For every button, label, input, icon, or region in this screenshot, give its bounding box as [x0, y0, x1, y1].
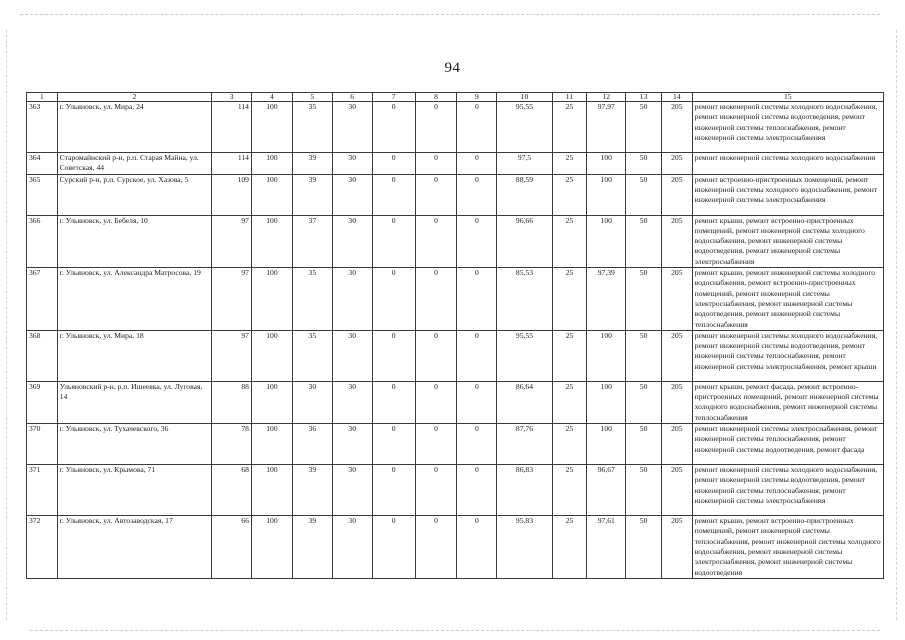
value-cell: 100	[251, 215, 292, 267]
value-cell: 50	[626, 102, 662, 153]
value-cell: 0	[415, 268, 457, 331]
value-cell: 0	[457, 174, 497, 215]
column-header: 11	[552, 93, 587, 102]
table-row	[27, 215, 884, 267]
column-header: 1	[27, 93, 58, 102]
value-cell: 30	[332, 153, 372, 175]
value-cell: 100	[587, 153, 626, 175]
value-cell: 100	[587, 174, 626, 215]
value-cell: 30	[332, 424, 372, 465]
row-number: 370	[27, 424, 58, 465]
row-number: 366	[27, 215, 58, 267]
value-cell: 0	[372, 153, 415, 175]
value-cell: 0	[415, 174, 457, 215]
works-cell: ремонт крыши, ремонт встроенно-пристроенных помещений, ремонт инженерной системы холодного водоснабжения, ремонт инженерной системы водоотведения, ремонт инженерной системы электроснабжения	[692, 215, 883, 267]
value-cell: 100	[251, 330, 292, 381]
value-cell: 30	[292, 381, 332, 423]
value-cell: 50	[626, 215, 662, 267]
value-cell: 30	[332, 330, 372, 381]
value-cell: 100	[251, 424, 292, 465]
value-cell: 100	[587, 381, 626, 423]
value-cell: 25	[552, 381, 587, 423]
value-cell: 0	[415, 424, 457, 465]
value-cell: 30	[332, 465, 372, 516]
value-cell: 25	[552, 516, 587, 579]
value-cell: 39	[292, 174, 332, 215]
value-cell: 87,76	[497, 424, 552, 465]
value-cell: 109	[212, 174, 252, 215]
value-cell: 0	[372, 381, 415, 423]
value-cell: 97	[212, 330, 252, 381]
value-cell: 85,53	[497, 268, 552, 331]
value-cell: 100	[251, 153, 292, 175]
value-cell: 100	[251, 516, 292, 579]
column-header: 13	[626, 93, 662, 102]
value-cell: 97,61	[587, 516, 626, 579]
value-cell: 100	[587, 424, 626, 465]
value-cell: 0	[415, 330, 457, 381]
value-cell: 0	[457, 330, 497, 381]
works-cell: ремонт встроенно-пристроенных помещений, ремонт инженерной системы холодного водоснабжения, ремонт инженерной системы электроснабжения	[692, 174, 883, 215]
value-cell: 95,83	[497, 516, 552, 579]
value-cell: 100	[251, 102, 292, 153]
scan-edge-bottom	[30, 630, 880, 631]
value-cell: 50	[626, 174, 662, 215]
value-cell: 50	[626, 465, 662, 516]
value-cell: 95,55	[497, 102, 552, 153]
value-cell: 100	[587, 215, 626, 267]
works-cell: ремонт инженерной системы холодного водоснабжения, ремонт инженерной системы водоотведения, ремонт инженерной системы теплоснабжения, ремонт инженерной системы электроснабжения, ремонт крыши	[692, 330, 883, 381]
value-cell: 25	[552, 424, 587, 465]
address-cell: г. Ульяновск, ул. Мира, 24	[57, 102, 211, 153]
value-cell: 0	[415, 215, 457, 267]
table-body	[27, 102, 884, 579]
value-cell: 35	[292, 330, 332, 381]
table-row	[27, 174, 884, 215]
value-cell: 100	[251, 268, 292, 331]
value-cell: 0	[415, 516, 457, 579]
value-cell: 50	[626, 153, 662, 175]
value-cell: 0	[457, 424, 497, 465]
value-cell: 0	[457, 381, 497, 423]
value-cell: 0	[415, 465, 457, 516]
value-cell: 35	[292, 102, 332, 153]
table-row	[27, 102, 884, 153]
column-header: 14	[661, 93, 692, 102]
works-cell: ремонт крыши, ремонт фасада, ремонт встроенно-пристроенных помещений, ремонт инженерной системы холодного водоснабжения, ремонт инженерной системы теплоснабжения	[692, 381, 883, 423]
value-cell: 0	[372, 424, 415, 465]
address-cell: Ульяновский р-н, р.п. Ишеевка, ул. Луговая, 14	[57, 381, 211, 423]
works-cell: ремонт инженерной системы холодного водоснабжения	[692, 153, 883, 175]
address-cell: г. Ульяновск, ул. Крымова, 71	[57, 465, 211, 516]
column-header: 7	[372, 93, 415, 102]
value-cell: 97,97	[587, 102, 626, 153]
register-table	[26, 92, 884, 579]
value-cell: 0	[415, 381, 457, 423]
value-cell: 39	[292, 465, 332, 516]
column-header: 15	[692, 93, 883, 102]
address-cell: Сурский р-н, р.п. Сурское, ул. Хазова, 5	[57, 174, 211, 215]
value-cell: 95,55	[497, 330, 552, 381]
works-cell: ремонт крыши, ремонт инженерной системы холодного водоснабжения, ремонт встроенно-пристроенных помещений, ремонт инженерной системы электроснабжения, ремонт инженерной системы водоотведения, ремонт инженерной системы теплоснабжения	[692, 268, 883, 331]
value-cell: 114	[212, 102, 252, 153]
table-row	[27, 516, 884, 579]
value-cell: 25	[552, 174, 587, 215]
value-cell: 37	[292, 215, 332, 267]
value-cell: 25	[552, 153, 587, 175]
value-cell: 30	[332, 174, 372, 215]
address-cell: г. Ульяновск, ул. Автозаводская, 17	[57, 516, 211, 579]
table-row	[27, 465, 884, 516]
value-cell: 0	[457, 516, 497, 579]
value-cell: 205	[661, 465, 692, 516]
column-header: 4	[251, 93, 292, 102]
value-cell: 50	[626, 424, 662, 465]
value-cell: 100	[251, 465, 292, 516]
value-cell: 86,64	[497, 381, 552, 423]
value-cell: 0	[415, 153, 457, 175]
value-cell: 50	[626, 516, 662, 579]
value-cell: 100	[251, 381, 292, 423]
value-cell: 205	[661, 330, 692, 381]
value-cell: 30	[332, 268, 372, 331]
column-number-row	[27, 93, 884, 102]
value-cell: 25	[552, 465, 587, 516]
value-cell: 88	[212, 381, 252, 423]
value-cell: 0	[372, 465, 415, 516]
address-cell: г. Ульяновск, ул. Мира, 18	[57, 330, 211, 381]
address-cell: Старомайнский р-н, р.п. Старая Майна, ул. Советская, 44	[57, 153, 211, 175]
address-cell: г. Ульяновск, ул. Александра Матросова, 19	[57, 268, 211, 331]
table-row	[27, 424, 884, 465]
value-cell: 86,83	[497, 465, 552, 516]
value-cell: 97	[212, 215, 252, 267]
value-cell: 68	[212, 465, 252, 516]
value-cell: 30	[332, 381, 372, 423]
column-header: 9	[457, 93, 497, 102]
value-cell: 78	[212, 424, 252, 465]
page-number: 94	[444, 60, 461, 76]
value-cell: 205	[661, 516, 692, 579]
value-cell: 25	[552, 215, 587, 267]
table-header	[27, 93, 884, 102]
value-cell: 0	[372, 102, 415, 153]
table-row	[27, 153, 884, 175]
value-cell: 0	[372, 268, 415, 331]
value-cell: 25	[552, 268, 587, 331]
value-cell: 50	[626, 268, 662, 331]
value-cell: 205	[661, 381, 692, 423]
column-header: 8	[415, 93, 457, 102]
value-cell: 96,66	[497, 215, 552, 267]
value-cell: 205	[661, 174, 692, 215]
value-cell: 25	[552, 102, 587, 153]
row-number: 363	[27, 102, 58, 153]
value-cell: 0	[415, 102, 457, 153]
value-cell: 30	[332, 215, 372, 267]
works-cell: ремонт крыши, ремонт встроенно-пристроенных помещений, ремонт инженерной системы теплоснабжения, ремонт инженерной системы холодного водоснабжения, ремонт инженерной системы электроснабжения, ремонт инженерной системы водоотведения	[692, 516, 883, 579]
scan-edge-top	[20, 14, 880, 15]
value-cell: 97,39	[587, 268, 626, 331]
table-row	[27, 268, 884, 331]
works-cell: ремонт инженерной системы холодного водоснабжения, ремонт инженерной системы водоотведения, ремонт инженерной системы теплоснабжения, ремонт инженерной системы электроснабжения	[692, 102, 883, 153]
value-cell: 205	[661, 102, 692, 153]
value-cell: 35	[292, 268, 332, 331]
value-cell: 0	[457, 215, 497, 267]
row-number: 367	[27, 268, 58, 331]
column-header: 10	[497, 93, 552, 102]
value-cell: 36	[292, 424, 332, 465]
value-cell: 0	[372, 174, 415, 215]
address-cell: г. Ульяновск, ул. Бебеля, 10	[57, 215, 211, 267]
value-cell: 0	[372, 516, 415, 579]
table-row	[27, 381, 884, 423]
row-number: 369	[27, 381, 58, 423]
row-number: 364	[27, 153, 58, 175]
row-number: 365	[27, 174, 58, 215]
value-cell: 96,67	[587, 465, 626, 516]
column-header: 2	[57, 93, 211, 102]
row-number: 371	[27, 465, 58, 516]
column-header: 12	[587, 93, 626, 102]
table-row	[27, 330, 884, 381]
value-cell: 205	[661, 268, 692, 331]
row-number: 368	[27, 330, 58, 381]
value-cell: 39	[292, 153, 332, 175]
value-cell: 205	[661, 424, 692, 465]
value-cell: 66	[212, 516, 252, 579]
value-cell: 114	[212, 153, 252, 175]
scan-edge-right	[896, 30, 897, 620]
value-cell: 88,59	[497, 174, 552, 215]
value-cell: 205	[661, 153, 692, 175]
value-cell: 50	[626, 381, 662, 423]
works-cell: ремонт инженерной системы электроснабжения, ремонт инженерной системы теплоснабжения, ремонт инженерной системы водоотведения, ремонт фасада	[692, 424, 883, 465]
value-cell: 100	[251, 174, 292, 215]
address-cell: г. Ульяновск, ул. Тухачевского, 36	[57, 424, 211, 465]
value-cell: 25	[552, 330, 587, 381]
value-cell: 30	[332, 102, 372, 153]
value-cell: 0	[457, 465, 497, 516]
column-header: 6	[332, 93, 372, 102]
value-cell: 97,5	[497, 153, 552, 175]
works-cell: ремонт инженерной системы холодного водоснабжения, ремонт инженерной системы водоотведения, ремонт инженерной системы теплоснабжения, ремонт инженерной системы электроснабжения	[692, 465, 883, 516]
column-header: 5	[292, 93, 332, 102]
row-number: 372	[27, 516, 58, 579]
value-cell: 100	[587, 330, 626, 381]
scan-edge-left	[6, 30, 7, 620]
value-cell: 50	[626, 330, 662, 381]
column-header: 3	[212, 93, 252, 102]
value-cell: 0	[457, 153, 497, 175]
value-cell: 0	[457, 268, 497, 331]
value-cell: 0	[372, 330, 415, 381]
value-cell: 97	[212, 268, 252, 331]
value-cell: 0	[372, 215, 415, 267]
value-cell: 205	[661, 215, 692, 267]
value-cell: 0	[457, 102, 497, 153]
value-cell: 30	[332, 516, 372, 579]
value-cell: 39	[292, 516, 332, 579]
